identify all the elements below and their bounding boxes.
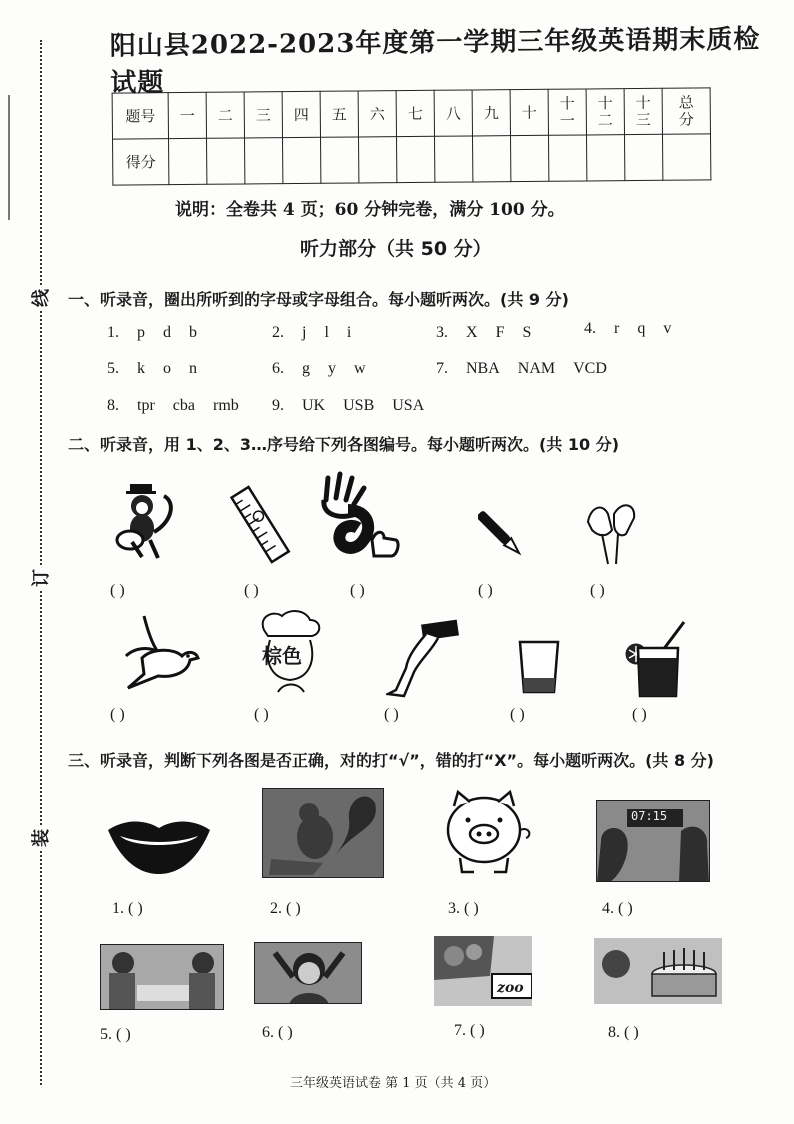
juice-drink-picture	[620, 620, 690, 700]
q2-answer-7[interactable]: ( )	[254, 706, 269, 723]
q2-answer-4[interactable]: ( )	[478, 582, 493, 599]
score-col: 十 一	[548, 89, 586, 135]
glass-of-water-picture	[516, 638, 562, 696]
score-table	[112, 87, 712, 185]
q1-item-2: 2. j l i	[272, 324, 352, 341]
brown-label: 棕色	[262, 644, 302, 668]
score-col: 七	[396, 90, 434, 136]
score-cell[interactable]	[207, 138, 245, 184]
clock-time: 07:15	[631, 809, 668, 823]
score-table-score-row	[113, 134, 711, 185]
score-cell[interactable]	[321, 137, 359, 183]
q2-answer-1[interactable]: ( )	[110, 582, 125, 599]
hands-picture	[582, 494, 642, 566]
children-eating-photo	[100, 944, 224, 1010]
q2-answer-5[interactable]: ( )	[590, 582, 605, 599]
q1-item-6: 6. g y w	[272, 360, 366, 377]
q2-answer-9[interactable]: ( )	[510, 706, 525, 723]
q3-answer-4[interactable]: 4. ( )	[602, 900, 633, 917]
score-col: 十 三	[624, 88, 662, 134]
score-col: 十	[510, 89, 548, 135]
pig-picture	[444, 790, 536, 876]
score-row-label: 得分	[113, 139, 169, 185]
score-cell[interactable]	[169, 138, 207, 184]
score-cell[interactable]	[624, 134, 662, 180]
q2-heading: 二、听录音，用 1、2、3…序号给下列各图编号。每小题听两次。(共 10 分)	[68, 435, 620, 454]
score-table-header-row	[112, 88, 710, 139]
score-cell-total[interactable]	[662, 134, 710, 180]
leg-picture	[386, 616, 462, 700]
q2-answer-2[interactable]: ( )	[244, 582, 259, 599]
listening-section-header: 听力部分（共 50 分）	[300, 238, 492, 260]
score-cell[interactable]	[548, 135, 586, 181]
score-col: 十 二	[586, 89, 624, 135]
score-cell[interactable]	[586, 135, 624, 181]
birthday-cake-photo	[594, 938, 722, 1004]
binding-dotted-line	[40, 40, 42, 1085]
ruler-picture	[230, 484, 292, 564]
pen-picture	[478, 508, 526, 564]
monkey-drum-picture	[112, 482, 182, 562]
q3-answer-7[interactable]: 7. ( )	[454, 1022, 485, 1039]
q3-heading: 三、听录音，判断下列各图是否正确，对的打“√”，错的打“X”。每小题听两次。(共 8 分)	[68, 751, 714, 770]
q3-answer-5[interactable]: 5. ( )	[100, 1026, 131, 1043]
score-col: 四	[282, 91, 320, 137]
q1-heading: 一、听录音，圈出所听到的字母或字母组合。每小题听两次。(共 9 分)	[68, 290, 569, 309]
score-cell[interactable]	[283, 137, 321, 183]
score-cell[interactable]	[434, 136, 472, 182]
q1-item-8: 8. tpr cba rmb	[107, 397, 239, 414]
score-col: 六	[358, 91, 396, 137]
score-cell[interactable]	[510, 135, 548, 181]
score-cell[interactable]	[397, 136, 435, 182]
page-edge-mark	[8, 95, 10, 220]
margin-char-zhuang: 装	[27, 826, 53, 850]
child-cheering-photo	[254, 942, 362, 1004]
q3-answer-1[interactable]: 1. ( )	[112, 900, 143, 917]
bird-picture	[118, 612, 200, 694]
q1-item-3: 3. X F S	[436, 324, 532, 341]
exam-title: 阳山县2022-2023年度第一学期三年级英语期末质检试题	[109, 24, 761, 99]
q3-answer-2[interactable]: 2. ( )	[270, 900, 301, 917]
score-col: 二	[206, 92, 244, 138]
mouth-picture	[106, 818, 212, 876]
score-cell[interactable]	[245, 138, 283, 184]
q1-item-1: 1. p d b	[107, 324, 197, 341]
margin-char-xian: 线	[27, 286, 53, 310]
q3-answer-3[interactable]: 3. ( )	[448, 900, 479, 917]
score-col: 九	[472, 90, 510, 136]
margin-char-ding: 订	[27, 566, 53, 590]
q1-item-4: 4. r q v	[584, 320, 672, 337]
squirrel-photo	[262, 788, 384, 878]
q3-answer-8[interactable]: 8. ( )	[608, 1024, 639, 1041]
zoo-sign-text: zoo	[497, 980, 524, 996]
q2-answer-8[interactable]: ( )	[384, 706, 399, 723]
score-col: 三	[244, 92, 282, 138]
score-cell[interactable]	[359, 137, 397, 183]
q2-answer-10[interactable]: ( )	[632, 706, 647, 723]
score-cell[interactable]	[472, 136, 510, 182]
q2-answer-6[interactable]: ( )	[110, 706, 125, 723]
page-footer: 三年级英语试卷 第 1 页（共 4 页）	[290, 1076, 497, 1091]
score-table-label: 题号	[112, 93, 168, 139]
score-col: 八	[434, 90, 472, 136]
score-col: 一	[168, 92, 206, 138]
score-col: 五	[320, 91, 358, 137]
q1-item-5: 5. k o n	[107, 360, 197, 377]
score-col-total: 总 分	[662, 88, 710, 134]
q1-item-9: 9. UK USB USA	[272, 397, 425, 414]
number-six-hand-picture	[318, 470, 402, 566]
q3-answer-6[interactable]: 6. ( )	[262, 1024, 293, 1041]
q2-answer-3[interactable]: ( )	[350, 582, 365, 599]
q1-item-7: 7. NBA NAM VCD	[436, 360, 607, 377]
exam-instructions: 说明：全卷共 4 页；60 分钟完卷，满分 100 分。	[175, 200, 565, 220]
